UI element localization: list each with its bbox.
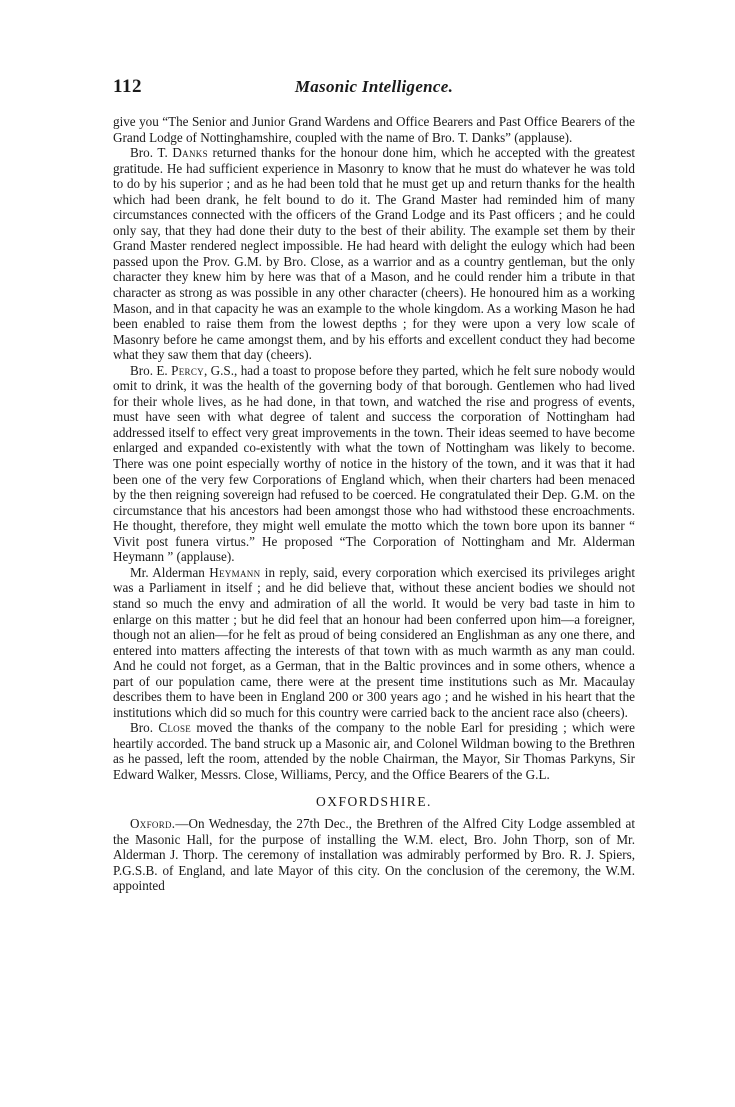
place-lead: Oxford. [130,816,176,832]
paragraph-danks-reply [113,145,635,363]
speaker-name: Close [158,720,192,736]
speaker-lead: Bro. E. [130,362,172,378]
paragraph-text: returned thanks for the honour done him, which he accepted with the greatest gratitude. He had sufficient experience in Masonry to know that he must do whatever he was told to do by his superior ; and as he had been told that he must get up and return thanks for the health which had been drank, he felt bound to do it. The Grand Master had reminded him of many circumstances connected with the officers of the Grand Lodge and its Past officers ; and he could only say, that they had done their duty to the best of their ability. The example set them by their Grand Master rendered neglect impossible. He had heard with delight the eulogy which had been passed upon the Prov. G.M. by Bro. Close, as a warrior and as a country gentleman, but the only character they knew him by here was that of a Mason, and he could render him a tribute in that character as strong as was possible in any other character (cheers). He honoured him as a working Mason, and in that capacity he was an example to the whole kingdom. As a working Mason he had been enabled to raise them from the lowest depths ; for they were upon a very low scale of Masonry before he came amongst them, and by his efforts and excellent conduct they had become what they saw them that day (cheers). [113,145,635,363]
speaker-lead: Bro. [130,720,159,736]
paragraph-percy-toast [113,363,635,565]
paragraph-text: moved the thanks of the company to the noble Earl for presiding ; which were heartily accorded. The band struck up a Masonic air, and Colonel Wildman bowing to the Brethren as he passed, left the room, attended by the noble Chairman, the Mayor, Sir Thomas Parkyns, Sir Edward Walker, Messrs. Close, Williams, Percy, and the Office Bearers of the G.L. [113,720,635,782]
speaker-name: Percy [171,362,204,378]
paragraph-heymann-reply [113,565,635,720]
paragraph-oxford [113,816,635,894]
article-body [113,114,635,894]
running-title: Masonic Intelligence. [294,77,454,96]
page-header [113,76,635,100]
speaker-name: Heymann [209,564,261,580]
paragraph-text: give you “The Senior and Junior Grand Wardens and Office Bearers and Past Office Bearers of the Grand Lodge of Nottinghamshire, coupled with the name of Bro. T. Danks” (applause). [113,114,635,145]
speaker-name: Danks [172,145,208,161]
paragraph-text: , G.S., had a toast to propose before they parted, which he felt sure nobody would omit to drink, it was the health of the governing body of that borough. Gentlemen who had lived for their whole lives, as he had done, in that town, and watched the rise and progress of events, must have seen with what degree of talent and success the corporation of Nottingham had addressed itself to effect very great improvements in the town. Their ideas seemed to have become enlarged and expanded co-existently with what the town of Nottingham was likely to become. There was one point especially worthy of notice in the history of the town, and it was that it had been one of the very few Corporations of England which, when their charters had been menaced by the then reigning sovereign had refused to be coerced. He congratulated their Dep. G.M. on the circumstance that his ancestors had been amongst those who had withstood these encroachments. He thought, therefore, they might well emulate the motto which the town bore upon its banner “ Vivit post funera virtus.” He proposed “The Corporation of Nottingham and Mr. Alderman Heymann ” (applause). [113,362,635,565]
page-number: 112 [113,76,142,97]
speaker-lead: Mr. Alderman [130,564,210,580]
paragraph-close-thanks [113,720,635,782]
paragraph-text: in reply, said, every corporation which exercised its privileges aright was a Parliament in itself ; and he did believe that, without these ancient bodies we should not stand so much the envy and admiration of all the world. It would be very bad taste in him to enlarge on this matter ; but he did feel that an honour had been conferred upon him—a foreigner, though not an alien—for he felt as proud of being considered an Englishman as any one there, and entered into matters affecting the interests of that town with as much warmth as any man could. And he could not forget, as a German, that in the Baltic provinces and in some others, whence a part of our population came, there were at the present time institutions such as Mr. Macaulay describes them to have been in England 200 or 300 years ago ; and he wished in his heart that the institutions which did so much for this country were carried back to the ancient race also (cheers). [113,564,635,720]
paragraph-text: —On Wednesday, the 27th Dec., the Brethren of the Alfred City Lodge assembled at the Masonic Hall, for the purpose of installing the W.M. elect, Bro. John Thorp, son of Mr. Alderman J. Thorp. The ceremony of installation was admirably performed by Bro. R. J. Spiers, P.G.S.B. of England, and late Mayor of this city. On the conclusion of the ceremony, the W.M. appointed [113,816,635,894]
speaker-lead: Bro. T. [130,145,173,161]
paragraph-continuation [113,114,635,145]
section-heading: OXFORDSHIRE. [316,793,432,809]
